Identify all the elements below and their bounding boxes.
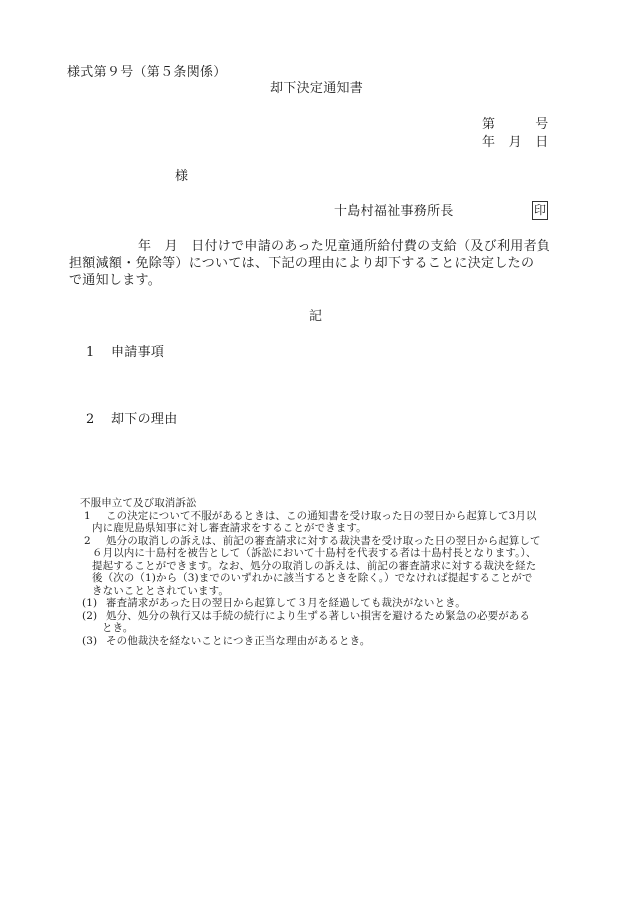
item-number: 2 bbox=[86, 412, 95, 427]
condition-number: (3) bbox=[82, 634, 98, 647]
paragraph-number: 1 bbox=[84, 509, 91, 522]
condition-number: (2) bbox=[82, 609, 98, 622]
paragraph-line: 提起することができます。なお、処分の取消しの訴えは、前記の審査請求に対する裁決を経た bbox=[92, 559, 537, 572]
document-title: 却下決定通知書 bbox=[270, 81, 364, 96]
document-date-line: 年 月 日 bbox=[482, 135, 549, 150]
paragraph-line: 処分の取消しの訴えは、前記の審査請求に対する裁決書を受け取った日の翌日から起算して bbox=[106, 534, 541, 547]
paragraph-number: 2 bbox=[84, 534, 91, 547]
ki-heading: 記 bbox=[309, 309, 323, 324]
item-application-matter bbox=[86, 344, 164, 361]
condition-line: その他裁決を経ないことにつき正当な理由があるとき。 bbox=[106, 634, 371, 647]
document-number-line: 第 号 bbox=[482, 117, 549, 132]
paragraph-line: ６月以内に十島村を被告として（訴訟において十島村を代表する者は十島村長となります。）、 bbox=[92, 547, 537, 559]
paragraph-line: この決定について不服があるときは、この通知書を受け取った日の翌日から起算して3月以 bbox=[106, 509, 537, 522]
appeal-heading: 不服申立て及び取消訴訟 bbox=[80, 497, 197, 509]
condition-2 bbox=[80, 610, 570, 623]
condition-line: とき。 bbox=[102, 622, 134, 634]
appeal-section bbox=[80, 497, 570, 647]
addressee-label: 様 bbox=[175, 169, 189, 184]
seal-stamp-box: 印 bbox=[532, 201, 548, 220]
appeal-paragraph-1 bbox=[80, 510, 570, 523]
item-label: 却下の理由 bbox=[111, 412, 178, 427]
item-number: 1 bbox=[86, 345, 95, 360]
paragraph-line: 後（次の（1)から（3)までのいずれかに該当するときを除く。）でなければ提起することがで bbox=[92, 572, 533, 584]
condition-1 bbox=[80, 597, 570, 610]
item-rejection-reason bbox=[86, 411, 178, 428]
paragraph-line: きないこととされています。 bbox=[92, 584, 229, 597]
condition-number: (1) bbox=[82, 597, 98, 609]
condition-3 bbox=[80, 635, 570, 648]
condition-line: 処分、処分の執行又は手続の続行により生ずる著しい損害を避けるため緊急の必要がある bbox=[106, 609, 530, 622]
notice-body-line: 年 月 日付けで申請のあった児童通所給付費の支給（及び利用者負 bbox=[138, 239, 551, 254]
paragraph-line: 内に鹿児島県知事に対し審査請求をすることができます。 bbox=[92, 522, 367, 534]
notice-body-line: 担額減額・免除等）については、下記の理由により却下することに決定したの bbox=[69, 256, 535, 271]
issuer-name: 十島村福祉事務所長 bbox=[334, 204, 454, 219]
form-number: 様式第９号（第５条関係） bbox=[67, 65, 227, 80]
item-label: 申請事項 bbox=[111, 345, 165, 360]
appeal-paragraph-2 bbox=[80, 535, 570, 548]
notice-body bbox=[69, 238, 564, 289]
notice-body-line: で通知します。 bbox=[69, 273, 162, 288]
condition-line: 審査請求があった日の翌日から起算して３月を経過しても裁決がないとき。 bbox=[106, 597, 466, 609]
